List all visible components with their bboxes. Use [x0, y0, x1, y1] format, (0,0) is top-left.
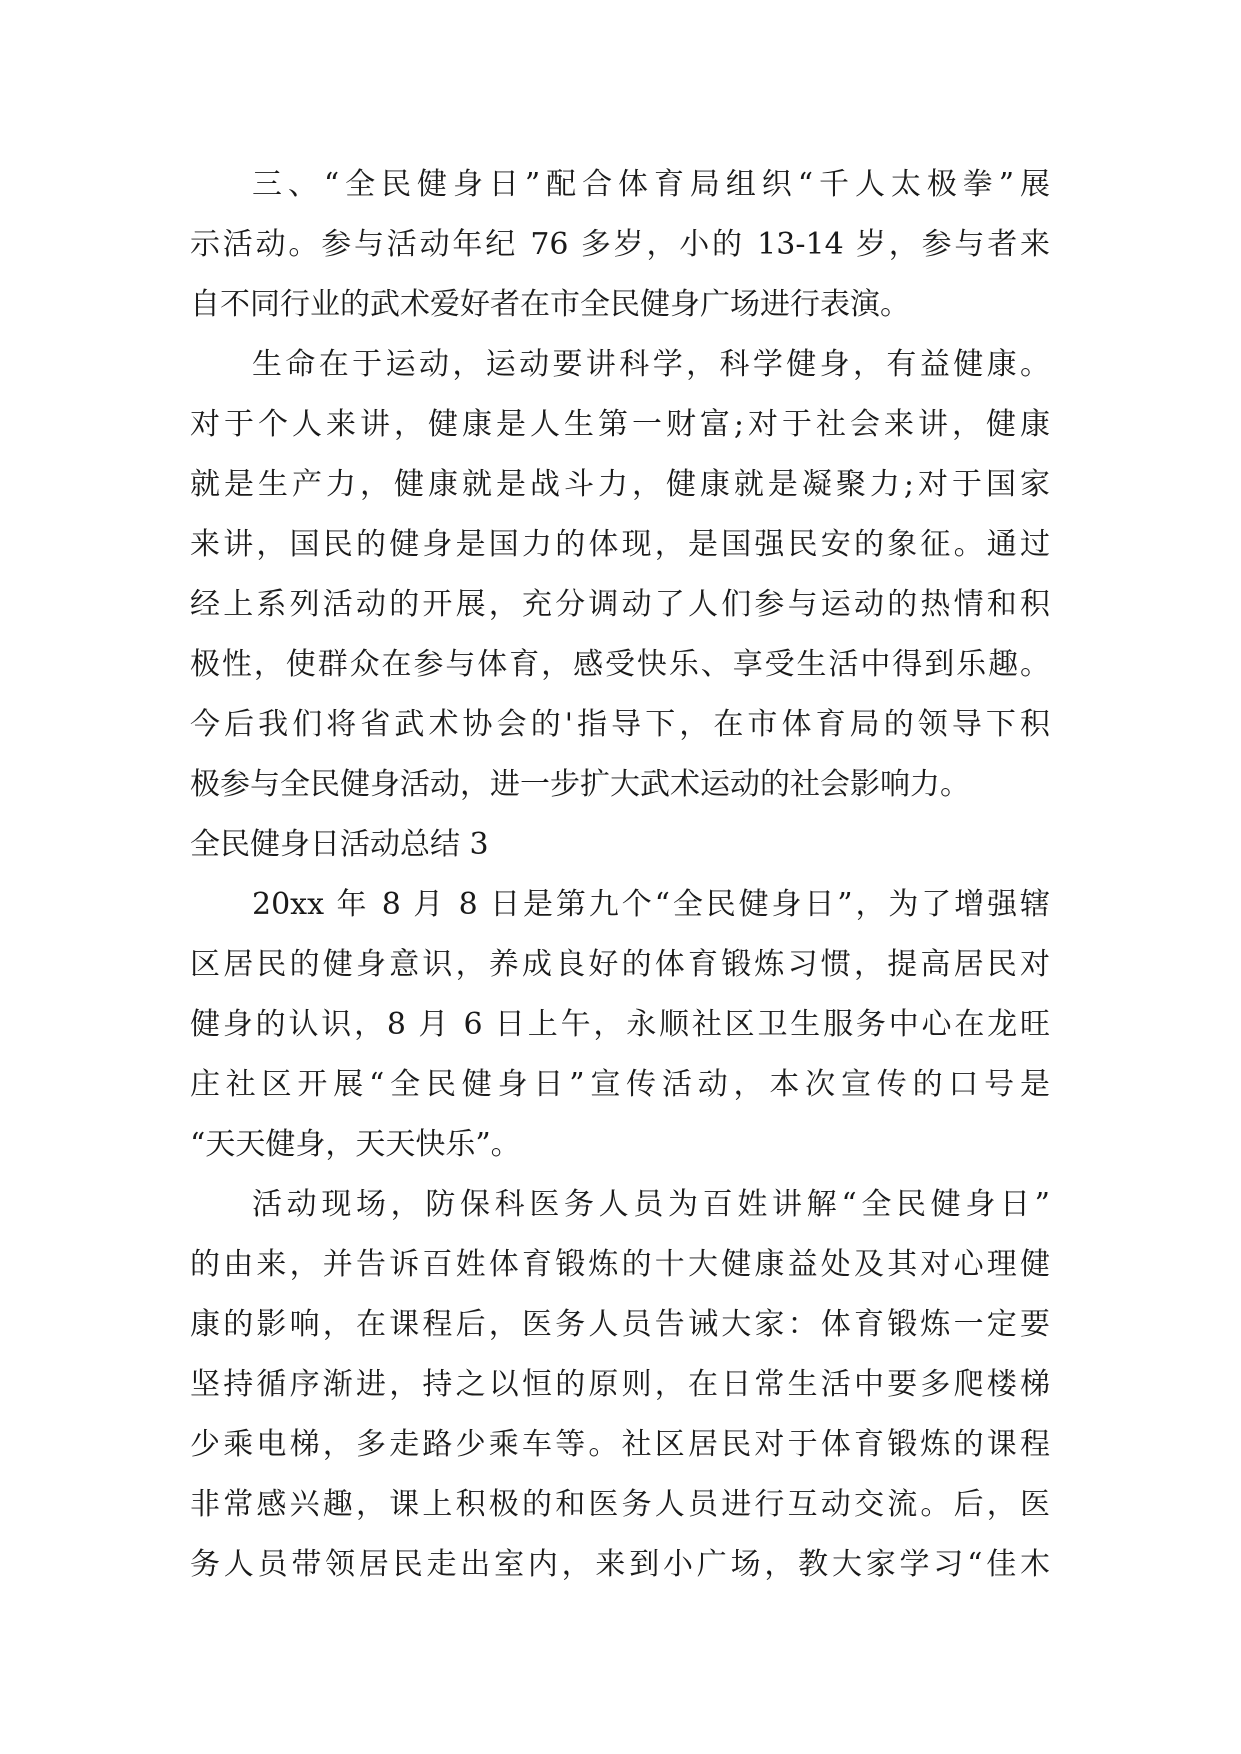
text-line: 三、“全民健身日”配合体育局组织“千人太极拳”展	[252, 167, 1050, 202]
text-line: 区居民的健身意识，养成良好的体育锻炼习惯，提高居民对	[190, 947, 1050, 982]
paragraph-activity-scene	[190, 1175, 1050, 1595]
text-line: 健身的认识，8 月 6 日上午，永顺社区卫生服务中心在龙旺	[190, 1007, 1050, 1042]
text-line: 对于个人来讲，健康是人生第一财富;对于社会来讲，健康	[190, 407, 1050, 442]
text-line: 极参与全民健身活动，进一步扩大武术运动的社会影响力。	[190, 767, 970, 802]
text-line: 来讲，国民的健身是国力的体现，是国强民安的象征。通过	[190, 527, 1050, 562]
document-body	[190, 155, 1050, 1595]
text-line: 经上系列活动的开展，充分调动了人们参与运动的热情和积	[190, 587, 1050, 622]
text-line: 坚持循序渐进，持之以恒的原则，在日常生活中要多爬楼梯	[190, 1367, 1050, 1402]
text-line: 非常感兴趣，课上积极的和医务人员进行互动交流。后，医	[190, 1487, 1050, 1522]
section-title: 全民健身日活动总结 3	[190, 827, 489, 862]
paragraph-taiji-activity	[190, 155, 1050, 335]
text-line: “天天健身，天天快乐”。	[190, 1127, 521, 1162]
text-line: 务人员带领居民走出室内，来到小广场，教大家学习“佳木	[190, 1547, 1050, 1582]
text-line: 极性，使群众在参与体育，感受快乐、享受生活中得到乐趣。	[190, 647, 1050, 682]
text-line: 庄社区开展“全民健身日”宣传活动，本次宣传的口号是	[190, 1067, 1050, 1102]
text-line: 的由来，并告诉百姓体育锻炼的十大健康益处及其对心理健	[190, 1247, 1050, 1282]
section-heading	[190, 815, 1050, 875]
paragraph-fitness-day-intro	[190, 875, 1050, 1175]
text-line: 示活动。参与活动年纪 76 多岁，小的 13-14 岁，参与者来	[190, 227, 1050, 262]
paragraph-life-in-motion	[190, 335, 1050, 815]
text-line: 今后我们将省武术协会的'指导下，在市体育局的领导下积	[190, 707, 1050, 742]
text-line: 自不同行业的武术爱好者在市全民健身广场进行表演。	[190, 287, 910, 322]
text-line: 20xx 年 8 月 8 日是第九个“全民健身日”，为了增强辖	[252, 887, 1050, 922]
text-line: 就是生产力，健康就是战斗力，健康就是凝聚力;对于国家	[190, 467, 1050, 502]
text-line: 康的影响，在课程后，医务人员告诫大家：体育锻炼一定要	[190, 1307, 1050, 1342]
text-line: 少乘电梯，多走路少乘车等。社区居民对于体育锻炼的课程	[190, 1427, 1050, 1462]
text-line: 生命在于运动，运动要讲科学，科学健身，有益健康。	[252, 347, 1050, 382]
text-line: 活动现场，防保科医务人员为百姓讲解“全民健身日”	[252, 1187, 1050, 1222]
